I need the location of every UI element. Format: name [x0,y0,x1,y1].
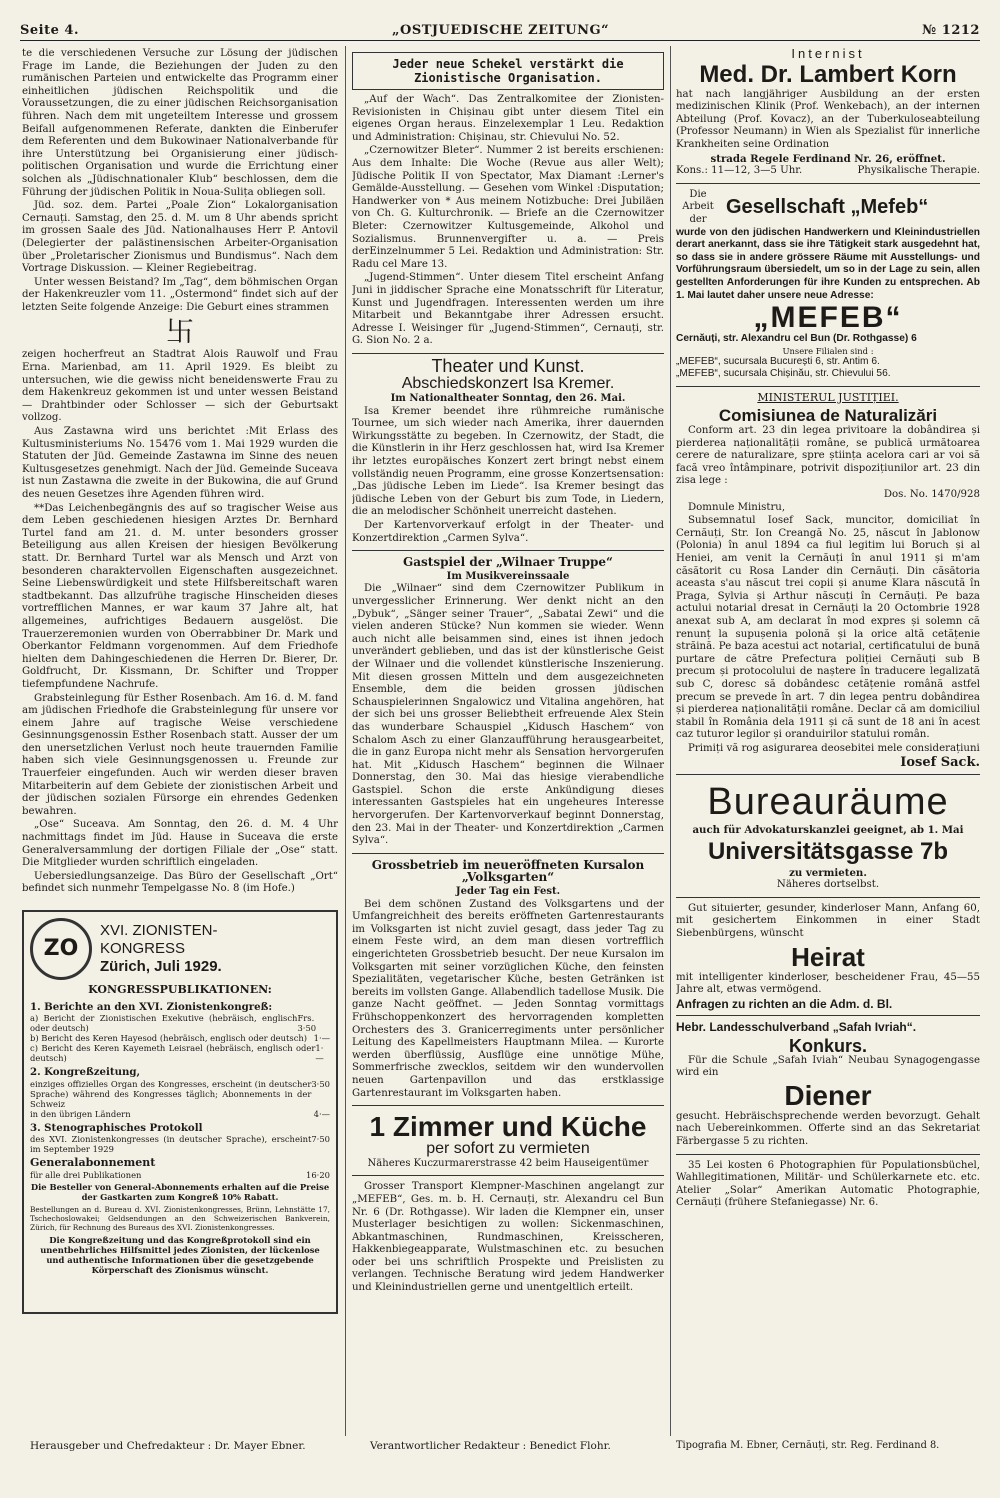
congress-price: 1·— [315,1043,324,1064]
congress-price: 1·— [313,1033,330,1044]
heading-kursalon: Grossbetrieb im neueröffneten Kursalon „Volksgarten“ [371,857,645,885]
article-jugend-stimmen: „Jugend-Stimmen“. Unter diesem Titel erscheint Anfang Juni in jiddischer Sprache eine Monatsschrift für Literatur, Kunst und Jugendfragen. Interessenten werden um ihre Mitarbeit und Bekanntgabe ihrer Adressen ersucht. Adresse I. Weisinger für „Jugend-Stimmen“, Cernauți, str. G. Sion No. 2 a. [352,272,664,347]
footer-printer: Tipografia M. Ebner, Cernăuți, str. Reg. Ferdinand 8. [676,1440,940,1451]
congress-item-1a: a) Bericht der Zionistischen Exekutive (hebräisch, englisch oder deutsch) [30,1013,298,1034]
column-3 [676,48,980,1433]
congress-price: 3·50 [311,1078,330,1089]
subheading-kursalon: Jeder Tag ein Fest. [455,886,561,898]
congress-advert [22,910,338,1314]
ad-bureau-sub: auch für Advokaturskanzlei geeignet, ab 1. Mai [692,824,964,837]
congress-general-note: Die Besteller von General-Abonnements erhalten auf die Preise der Gastkarten zum Kongreß 10% Rabatt. [30,1181,330,1202]
article-kursalon: Bei dem schönen Zustand des Volksgartens und der Umfangreichheit des bereits eröffneten Gartenrestaurants im Volksgarten ist nicht zuviel gesagt, dass jeder Tag zu einem Feste wird, an dem man diesen vortrefflich eingerichteten Grossbetrieb besucht. Der neue Kursalon im Volksgarten mit seiner vorzüglichen Küche, den feinsten Spezialitäten, vegetarischer Küche, besten Getränken ist bereits im vollsten Gange. Allabendlich tadellose Musik. Die ganze Nacht geöffnet. — Jeden Sonntag vormittags Frühschoppenkonzert des hervorragenden kompletten Orchesters des 3. Granicerregiments unter persönlicher Leitung des Kapellmeisters Hauptmann Milea. — Kurorte werden überflüssig, Ausflüge eine unnötige Mühe, Sommerfrische zwecklos, seitdem wir den wundervollen neuen Gartenpavillon und das erstklassige Gartenrestaurant im Volksgarten haben. [352,898,664,1099]
issue-number: № 1212 [922,23,980,38]
article-kremer: Isa Kremer beendet ihre rühmreiche rumänische Tournee, um sich wieder nach Amerika, ihrer dauernden Wirkungsstätte zu begeben. In Czernowitz, der Stadt, die die Künstlerin in ihr Herz geschlossen hat, wird Isa Kremer ihr letztes europäisches Konzert zert bringt nebst einem vollständig neuen Programm, eine grosse Konzertsensation: „Das jüdische Leben im Liede“. Isa Kremer besingt das jüdische Leben von der Geburt bis zum Tode, in Liedern, die an melodischer Schönheit unerreicht dastehen. [352,405,664,518]
ad-mefeb-branch-1: „MEFEB“, sucursala București 6, str. Antim 6. [676,355,880,367]
ministry-label: MINISTERUL JUSTIȚIEI. [757,390,899,404]
signer: Iosef Sack. [900,754,980,770]
article-continuation: te die verschiedenen Versuche zur Lösung der jüdischen Frage im Lande, die Beziehungen der Juden zu den rumänischen Parteien und entwickelte das Programm einer einheitlichen jüdischen Reichspolitik und die Voraussetzungen, die zu einer jüdischen Reichsorganisation führen. Nach dem mit ungeteiltem Interesse und grossem Beifall aufgenommenen Referate, dankten die Einberufer dem Referenten und dem Bukowinaer Nationalverbande für ihre Unterstützung bei Organisierung einer jüdisch-politischen Organisation und wurde die Errichtung einer solchen als „Jüdischnationaler Klub“ beschlossen, dem die Führung der jüdischen Politik in Noua-Sulița obliegen soll. [22,48,338,198]
ad-doctor-text: hat nach langjähriger Ausbildung an der ersten medizinischen Klinik (Prof. Wenkebach), an der internen Abteilung (Prof. Kovacz), an der Tuberkuloseabteilung (Professor Neumann) in Wien als Spezialist für innerliche Krankheiten seine Ordination [676,88,980,150]
ad-konkurs-text: Für die Schule „Safah Iviah“ Neubau Synagogengasse wird ein [676,1054,980,1079]
ad-mefeb-branch-2: „MEFEB“, sucursala Chișinău, str. Chievului 56. [676,368,891,380]
ad-mefeb-filialen: Unsere Filialen sind : [782,345,874,356]
article-beistand-cont: zeigen hocherfreut an Stadtrat Alois Rauwolf und Frau Erna. Marienbad, am 11. April 1929. Es bleibt zu untersuchen, wie die gewiss nicht beneidenswerte Frau zu dem Hakenkreuz gekommen ist und unter wessen Beistand — Drahtbinder oder Schlosser — sich der Geburtsakt vollzog. [22,349,338,424]
ad-diener-title: Diener [784,1079,872,1111]
ad-mefeb-pre: Die Arbeit der [682,188,714,225]
ad-mefeb-text: wurde von den jüdischen Handwerkern und Kleinindustriellen derart anerkannt, dass sie ihre Tätigkeit stark ausgedehnt hat, so dass sie in andere grössere Räume mit Ausstellungs- und Vorführungsraum übersiedelt, um so in der Lage zu sein, allen gestellten Anforderungen für ihre Kunden zu entsprechen. Ab 1. Mai lautet daher unsere neue Adresse: [676,226,980,301]
ad-bureau-info: Näheres dortselbst. [776,879,880,891]
salutation: Domnule Ministru, [688,501,786,513]
congress-general: Generalabonnement [30,1156,156,1170]
ad-zimmer-title: 1 Zimmer und Küche [369,1111,647,1143]
congress-price: 4·— [313,1108,330,1119]
article-czernowitzer-bleter: „Czernowitzer Bleter“. Nummer 2 ist bereits erschienen: Aus dem Inhalte: Die Woche (Revue aus aller Welt); Jüdische Politik II von Spectator, Max Diamant :Lerner's Gemälde-Ausstellung. — Gesehen vom Winkel :Disputation; Handwerker von * Aus meinem Notizbuche: Drei Jubiläen von Ch. G. Kulturchronik. — Briefe an die Czernowitzer Bleter: Czernowitzer Kultusgemeinde, Alkohol und Sozialismus. Brunnenvergifter u. a. — Preis derEinzelnummer 5 Lei. Redaktion und Administration: Str. Radu cel Mare 13. [352,145,664,270]
ad-heirat-post: mit intelligenter kinderloser, bescheidener Frau, 45—55 Jahre alt, etwas vermögend. [676,971,980,996]
ad-konkurs-title: Konkurs. [788,1036,867,1057]
congress-price: 16·20 [306,1169,330,1180]
congress-final: Die Kongreßzeitung und das Kongreßprotokoll sind ein unentbehrliches Hilfsmittel jedes Zionisten, der lückenlose und authentische Informationen über die gesetzgebende Körperschaft des Zionismus wünscht. [40,1234,320,1275]
article-zastawna: Aus Zastawna wird uns berichtet :Mit Erlass des Kultusministeriums No. 15476 vom 1. Mai 1929 wurden die Statuten der Jüd. Gemeinde Zastawna im Sinne des neuen Kultusgesetzes genehmigt. Nach der Jüd. Gemeinde Suceava ist nun Zastawna die zweite in der Bukowina, die auf Grund des neuen Gesetzes ihre Agenden führen wird. [22,426,338,500]
congress-general-text: für alle drei Publikationen [30,1169,142,1180]
ad-doctor-addr: strada Regele Ferdinand Nr. 26, eröffnet. [710,152,946,165]
column-2 [352,48,664,1433]
newspaper-title: „OSTJUEDISCHE ZEITUNG“ [392,23,610,38]
footer-publisher: Herausgeber und Chefredakteur : Dr. Mayer Ebner. [30,1440,306,1452]
article-ose: „Ose“ Suceava. Am Sonntag, den 26. d. M. 4 Uhr nachmittags findet im Jüd. Hause in Suceava die erste Generalversammlung der dortigen Filiale der „Ose“ statt. Die Mitglieder wurden schriftlich eingeladen. [22,819,338,869]
ad-heirat-pre: Gut situierter, gesunder, kinderloser Mann, Anfang 60, mit gesichertem Einkommen in einer Stadt Siebenbürgens, wünscht [676,902,980,940]
closing: Primiți vă rog asigurarea deosebitei mele considerațiuni [688,742,980,754]
congress-title-2: KONGRESS [100,940,186,957]
congress-order: Bestellungen an d. Bureau d. XVI. Zionistenkongresses, Brünn, Lehnstätte 17, Tschechoslowakei; Geldsendungen an den Schweizerischen Bankverein, Zürich, für Rechnung des Bureaus des XVI. Zionistenkongresses. [30,1204,330,1232]
ad-mefeb-title: Gesellschaft „Mefeb“ [726,196,929,219]
article-gravestone: Grabsteinlegung für Esther Rosenbach. Am 16. d. M. fand am jüdischen Friedhofe die Grabsteinlegung für unsere vor einem Jahre auf tragische Weise verschiedene Gesinnungsgenossin Esther Rosenbach statt. Ausser der um den unersetzlichen Verlust noch heute trauernden Familie haben sich viele Gesinnungsgenossen u. Freunde zur Trauerfeier eingefunden. Auch wir werden dieser braven Mitarbeiterin auf dem Gebiete der zionistischen Arbeit und der jüdischen sozialen Fürsorge ein ehrendes Gedenken bewahren. [22,692,338,817]
ad-mefeb-addr: Cernăuți, str. Alexandru cel Bun (Dr. Rothgasse) 6 [676,333,917,345]
dossier-number: Dos. No. 1470/928 [883,489,980,501]
congress-item-3-text: des XVI. Zionistenkongresses (in deutscher Sprache), erscheint im September 1929 [30,1134,312,1155]
congress-item-2-text2: in den übrigen Ländern [30,1108,131,1119]
page-header [20,18,980,41]
congress-item-1: 1. Berichte an den XVI. Zionistenkongreß: [30,1000,273,1013]
ad-heirat-title: Heirat [791,941,865,972]
footer-editor: Verantwortlicher Redakteur : Benedict Flohr. [370,1440,611,1452]
ad-bureau-rent: zu vermieten. [789,866,867,879]
ad-bureau-title: Bureauräume [707,781,949,824]
ad-bureau-addr: Universitätsgasse 7b [707,837,949,865]
naturalization-intro: Conform art. 23 din legea privitoare la dobândirea și pierderea naționalității române, se publică următoarea cerere de naturalizare, spre știința acelora cari ar voi să facă vreo întâmpinare, potrivit dispozițiunilor art. 23 din zisa lege : [676,425,980,487]
congress-price: 7·50 [311,1134,330,1145]
ad-klempner: Grosser Transport Klempner-Maschinen angelangt zur „MEFEB“, Ges. m. b. H. Cernauți, str. Alexandru cel Bun Nr. 6 (Dr. Rothgasse). Wir laden die Klempner ein, unser Musterlager besichtigen zu wollen: Sickenmaschinen, Abkantmaschinen, Rundmaschinen, Kreisscheren, Hakkenbiegeapparate, Wulstmaschinen etc. zu besuchen oder bei uns schriftlich Prospekte und Preislisten zu verlangen. Technische Beratung wird jedem Handwerker und Kleinindustriellen gerne und unentgeltlich erteilt. [352,1181,664,1294]
ad-internist-label: Internist [791,48,865,61]
column-divider [670,46,671,1436]
subheading-kremer: Im Nationaltheater Sonntag, den 26. Mai. [390,393,626,405]
article-wilnaer: Die „Wilnaer“ sind dem Czernowitzer Publikum in unvergesslicher Erinnerung. Wer denkt nicht an den „Dybuk“, „Sänger seiner Trauer“, „Sabatai Zewi“ und die vielen anderen Stücke? Nun kommen sie wieder. Wenn auch nicht alle beisammen sind, eines ist ihnen jedoch unverändert geblieben, und das ist der künstlerische Geist der Wilnaer und die vollendet künstlerische Inszenierung. Mit diesen grossen Mitteln und dem ausgezeichneten Ensemble, dem die beiden grossen jüdischen Schauspielerinnen Sngalowicz und Vitalina angehören, hat der sich bei uns grosser Beliebtheit erfreuende Alex Stein das wunderbare Schauspiel „Kidusch Haschem“ von Schalom Asch zu einer Glanzaufführung herausgearbeitet, die in ganz Europa nicht mehr als Sensation hervorgerufen hat. Mit „Kidusch Haschem“ beginnen die Wilnaer Donnerstag, den 30. Mai das hiesige vierabendliche Gastspiel. Schon die erste Ankündigung dieses interessanten Gastspieles hat ein ungeheures Interesse hervorgerufen. Der Kartenvorverkauf beginnt Donnerstag, den 23. Mai in der Theater- und Konzertdirektion „Carmen Sylva“. [352,583,664,847]
ad-doctor-therapy: Physikalische Therapie. [857,165,980,177]
article-auf-der-wach: „Auf der Wach“. Das Zentralkomitee der Zionisten-Revisionisten in Chișinau gibt unter diesem Titel ein eigenes Organ heraus. Einzelexemplar 1 Leu. Redaktion und Administration: Chișinau, str. Chievului No. 52. [352,94,664,143]
heading-kremer: Abschiedskonzert Isa Kremer. [401,375,615,393]
congress-item-1c: c) Bericht des Keren Kayemeth Leisrael (hebräisch, englisch oder deutsch) [30,1043,316,1064]
congress-item-2: 2. Kongreßzeitung, [30,1066,141,1079]
article-poale-zion: Jüd. soz. dem. Partei „Poale Zion“ Lokalorganisation Cernauți. Samstag, den 25. d. M. um 8 Uhr abends spricht im grossen Saale des Jüd. Nationalhauses Herr P. Antovil (Delegierter der palästinensischen Arbeiter-Organisation über „Proletarischer Zionismus und Bundismus“. Nach dem Vortrage Diskussion. — Kleiner Regiebeitrag. [22,200,338,275]
congress-item-3: 3. Stenographisches Protokoll [30,1121,203,1134]
page-number: Seite 4. [20,23,79,38]
ad-zimmer-sub: per sofort zu vermieten [426,1140,590,1158]
ad-heirat-addr: Anfragen zu richten an die Adm. d. Bl. [676,996,893,1011]
subheading-wilnaer: Im Musikvereinssaale [446,570,570,582]
congress-item-2-text: einziges offizielles Organ des Kongresses, erscheint (in deutscher Sprache) während des Kongresses täglich; Abonnements in der Schweiz [30,1078,312,1109]
naturalization-request: Subsemnatul Iosef Sack, muncitor, domiciliat în Cernăuți, Str. Ion Creangă No. 25, născut în Jablonow (Polonia) în anul 1894 ca fiul legitim lui Boruch și al Heniei, am venit la Cernăuți în anul 1911 și m'am căsătorit cu Rosa Lander din Cernăuți. Din căsătoria aceasta s'au născut trei copii și anume Klara născută în Praga, Sylvia și Arthur născuți în Cernăuți. Pe baza actului notarial dresat in Cernăuți la 20 Octombrie 1928 anexat sub A, am declarat în mod expres și solemn că renunț la supușenia polonă și la orice altă cetățenie străină. Pe baza acestui act notarial, certificatului de bună purtare de către Prefectura poliției Cernăuți sub B precum și protocolului de naștere în traducere legalizată sub C, doresc să dobândesc cetățenie română astfel precum se prevede în art. 7 din legea pentru dobândirea și pierderea naționalității române. Declar că am domiciliul stabil în România dela 1911 și că sunt de 18 ani în acest caz tuturor legilor și oranduirilor statului român. [676,515,980,741]
congress-title-1: XVI. ZIONISTEN- [100,922,218,939]
section-theater: Theater und Kunst. [431,355,585,376]
ad-mefeb-logo: „MEFEB“ [753,301,903,335]
article-relocation: Uebersiedlungsanzeige. Das Büro der Gesellschaft „Ort“ befindet sich nunmehr Tempelgasse No. 8 (im Hofe.) [22,870,338,895]
congress-subtitle: KONGRESSPUBLIKATIONEN: [88,983,272,996]
naturalization-title: Comisiunea de Naturalizări [718,406,938,426]
schekel-box: Jeder neue Schekel verstärkt die Zionistische Organisation. [352,52,664,90]
heading-wilnaer: Gastspiel der „Wilnaer Truppe“ [403,555,613,570]
congress-item-1b: b) Bericht des Keren Hayesod (hebräisch, englisch oder deutsch) [30,1033,308,1044]
congress-price: Frs. 3·50 [297,1013,317,1034]
column-divider [345,46,346,1436]
congress-title-3: Zürich, Juli 1929. [100,958,222,975]
ad-doctor-name: Med. Dr. Lambert Korn [699,60,957,88]
ad-doctor-hours: Kons.: 11—12, 3—5 Uhr. [676,165,803,177]
article-funeral: **Das Leichenbegängnis des auf so tragischer Weise aus dem Leben geschiedenen hiesigen Arztes Dr. Bernhard Turtel fand am 21. d. M. unter besonders grosser Beteiligung aus allen Kreisen der hiesigen Bevölkerung statt. Dr. Bernhard Turtel war als Mensch und Arzt von besonderen charaktervollen Eigenschaften ausgezeichnet. Seine Liebenswürdigkeit und stete Hilfsbereitschaft waren stadtbekannt. Das allzufrühe tragische Hinscheiden dieses vortrefflichen Mannes, er war kaum 37 Jahre alt, hat allgemeines, aufrichtiges Bedauern ausgelöst. Die Trauerzeremonien wurden von Oberrabbiner Dr. Mark und Oberkantor Feldmann vorgenommen. Auf dem Friedhofe hielten dem Dahingeschiedenen die Herren Dr. Bierer, Dr. Goldfrucht, Dr. Kissmann, Dr. Schifter und Tropper tiefempfundene Nachrufe. [22,502,338,690]
column-1 [22,48,338,1433]
ad-hebr-header: Hebr. Landesschulverband „Safah Ivriah“. [676,1020,917,1035]
ad-zimmer-addr: Näheres Kuczurmarerstrasse 42 beim Hauseigentümer [367,1157,649,1169]
article-beistand: Unter wessen Beistand? Im „Tag“, dem böhmischen Organ der Hakenkreuzler vom 11. „Ostermond“ findet sich auf der letzten Seite folgende Anzeige: Die Geburt eines strammen [22,276,338,313]
congress-logo-icon: ZO [30,918,92,980]
ad-photo: 35 Lei kosten 6 Photographien für Populationsbüchel, Wahllegitimationen, Militär- und Schülerkarnete etc. etc. Atelier „Solar“ Amerikan Automatic Photographie, Cernăuți (frühere Stefaniegasse) Nr. 6. [676,1159,980,1209]
article-kremer-tickets: Der Kartenvorverkauf erfolgt in der Theater- und Konzertdirektion „Carmen Sylva“. [352,520,664,544]
ad-diener-text: gesucht. Hebräischsprechende werden bevorzugt. Gehalt nach Uebereinkommen. Offerte sind an das Sekretariat Färbergasse 5 zu richten. [676,1110,980,1147]
swastika-symbol: 卐 [165,315,194,349]
